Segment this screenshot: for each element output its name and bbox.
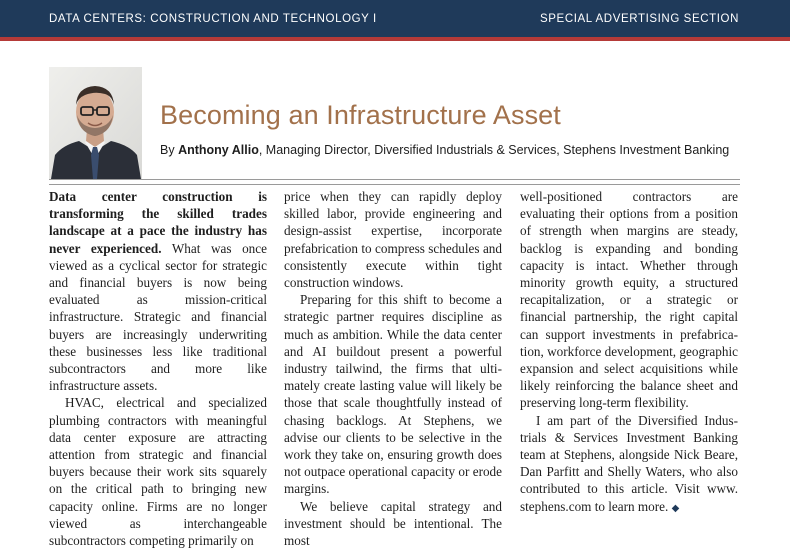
divider-rule: [49, 184, 740, 185]
paragraph: [49, 188, 267, 394]
paragraph: We believe capital strategy and investment should be intentional. The most: [284, 498, 502, 549]
header-accent-stripe: [0, 37, 790, 41]
paragraph: [520, 412, 738, 517]
section-title: DATA CENTERS: CONSTRUCTION AND TECHNOLOGY I: [49, 13, 377, 25]
author-credentials: , Managing Director, Diversified Industrials & Services, Stephens Investment Banking: [258, 143, 730, 157]
divider-rule: [49, 179, 740, 180]
end-mark-icon: ◆: [671, 502, 680, 514]
paragraph: price when they can rapidly deploy skilled labor, provide engineering and design-assist expertise, incorporate prefabrication to compress schedules and consistently execute within tight construction windows.: [284, 189, 502, 291]
header-bar: [0, 0, 790, 41]
article-column-1: [49, 188, 267, 549]
advertising-label: SPECIAL ADVERTISING SECTION: [540, 13, 739, 25]
author-name: Anthony Allio: [178, 143, 259, 157]
byline: [160, 143, 729, 157]
paragraph-text: What was once viewed as a cyclical sector for strategic and financial buyers is now being evaluated as mission-critical infrastructure. Strategic and financial buyers are increasingly underwriting these businesses less like traditional subcontractors and more like infrastructure assets.: [49, 240, 267, 394]
article-column-2: [284, 188, 502, 549]
article-title: Becoming an Infrastructure Asset: [160, 100, 561, 130]
paragraph-text: I am part of the Diversified Industrials & Services Investment Banking team at Stephens, alongside Nick Beare, Dan Parfitt and Shelly Waters, who also contributed to this article. Visit www.​stephens.com to learn more.: [520, 412, 738, 514]
paragraph: Preparing for this shift to become a strategic partner requires discipline as much as ambition. While the data center and AI buildout present a powerful industry tailwind, the firms that ultimately create lasting value will likely be those that scale thoughtfully instead of chasing backlogs. At Stephens, we advise our clients to be selective in the work they take on, ensuring growth does not outpace operational capacity or erode margins.: [284, 292, 502, 497]
paragraph: HVAC, electrical and specialized plumbing contractors with meaningful data center exposure are attracting attention from strategic and financial buyers because their work sits squarely on the critical path to bringing new capacity online. Firms are no longer viewed as interchangeable subcontractors competing primarily on: [49, 395, 267, 549]
byline-prefix: By: [160, 143, 175, 157]
author-photo: [49, 67, 142, 179]
paragraph: well-positioned contractors are evaluating their options from a position of strength when margins are steady, backlog is expanding and bonding capacity is intact. Whether through minority growth equity, a structured recapitalization, or a strategic or financial partnership, the right capital can support investments in prefabrication, workforce development, geographic expansion and select acquisitions while likely reinforcing the balance sheet and preserving long-term flexibility.: [520, 189, 738, 411]
article-column-3: [520, 188, 738, 517]
lead-sentence: Data center construction is transforming the skilled trades landscape at a pace the industry has never experienced.: [49, 189, 267, 256]
